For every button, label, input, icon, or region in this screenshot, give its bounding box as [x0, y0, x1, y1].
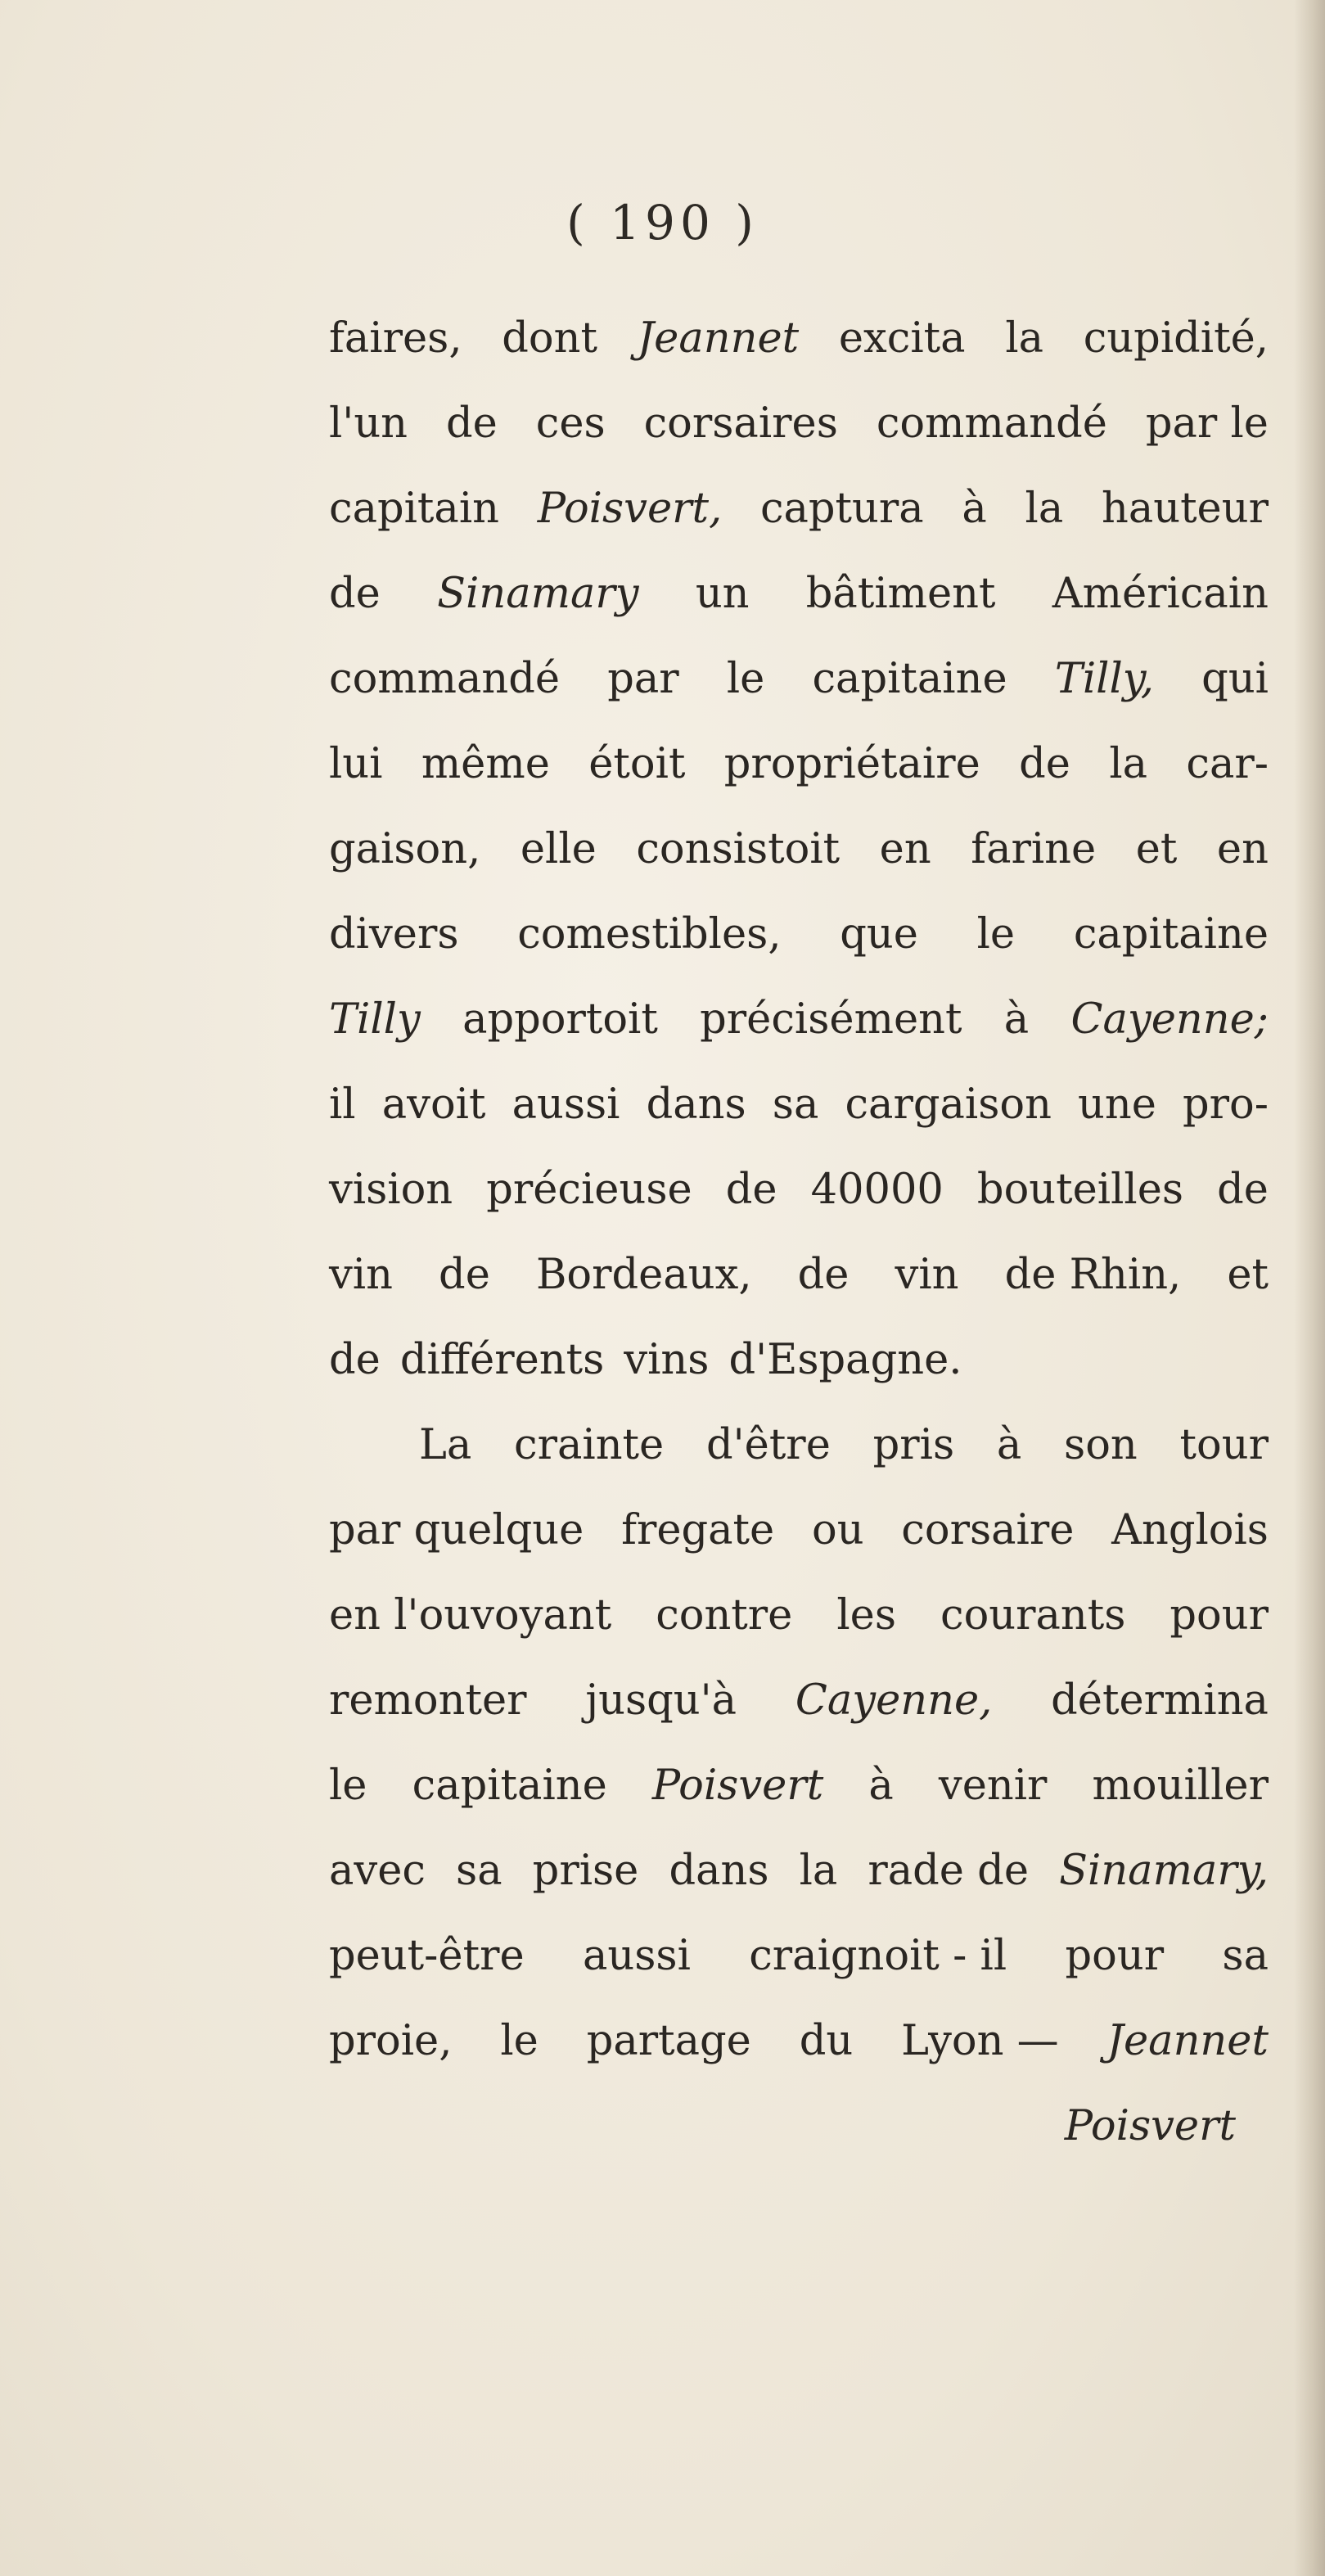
text-line	[329, 467, 1269, 552]
word: remonter	[329, 1676, 527, 1725]
word: de	[1217, 1166, 1269, 1214]
word: car-	[1186, 740, 1269, 788]
text-line	[329, 1573, 1269, 1658]
word: pris	[872, 1421, 955, 1469]
word: Poisvert	[651, 1762, 824, 1810]
word: d'Espagne.	[728, 1336, 962, 1384]
word: pour	[1065, 1932, 1165, 1980]
word: le	[500, 2017, 539, 2065]
word: du	[799, 2017, 854, 2065]
word: sa	[1222, 1932, 1269, 1980]
word: gaison,	[329, 825, 481, 873]
word: corsaire	[901, 1506, 1075, 1554]
word: prise	[532, 1847, 639, 1895]
page-edge-shadow	[1294, 0, 1325, 2576]
text-line	[329, 381, 1269, 467]
word: précisément	[700, 995, 962, 1044]
word: Poisvert,	[537, 485, 723, 533]
word: 40000	[810, 1166, 944, 1214]
word: le	[329, 1762, 367, 1810]
word: son	[1064, 1421, 1138, 1469]
text-line	[329, 1403, 1269, 1488]
word: précieuse	[486, 1166, 692, 1214]
word: Sinamary,	[1059, 1847, 1269, 1895]
word: ou	[811, 1506, 864, 1554]
word: sa	[772, 1080, 819, 1129]
word: Cayenne,	[795, 1676, 993, 1725]
word: Jeannet	[637, 314, 800, 363]
text-line	[329, 552, 1269, 637]
word: de	[725, 1166, 777, 1214]
word: tour	[1179, 1421, 1269, 1469]
word: l'un	[329, 399, 408, 448]
text-line	[329, 1233, 1269, 1318]
word: avoit	[381, 1080, 486, 1129]
word: hauteur	[1101, 485, 1269, 533]
catchword-line	[329, 2084, 1269, 2169]
paragraph-2	[329, 1403, 1269, 2084]
word: avec	[329, 1847, 426, 1895]
text-line	[329, 807, 1269, 892]
word: aussi	[582, 1932, 691, 1980]
word: vin	[329, 1251, 393, 1299]
word: de	[797, 1251, 850, 1299]
word: venir	[938, 1762, 1048, 1810]
text-line	[329, 1318, 1269, 1403]
word: Américain	[1052, 570, 1269, 618]
word: les	[836, 1591, 897, 1640]
word: aussi	[512, 1080, 620, 1129]
text-line	[329, 637, 1269, 722]
word: pour	[1170, 1591, 1269, 1640]
word: sa	[456, 1847, 503, 1895]
word: d'être	[705, 1421, 831, 1469]
word: divers	[329, 910, 459, 959]
text-line	[329, 892, 1269, 977]
word: à	[962, 485, 987, 533]
word: propriétaire	[723, 740, 980, 788]
word: la	[1109, 740, 1148, 788]
word: la	[799, 1847, 838, 1895]
word: ces	[535, 399, 606, 448]
word: Tilly	[329, 995, 421, 1044]
word: Lyon —	[901, 2017, 1059, 2065]
text-line	[329, 977, 1269, 1062]
word: Jeannet	[1106, 2017, 1269, 2065]
word: même	[421, 740, 550, 788]
word: de Rhin,	[1004, 1251, 1182, 1299]
word: une	[1078, 1080, 1156, 1129]
word: capitaine	[812, 655, 1007, 703]
word: en	[879, 825, 931, 873]
word: craignoit - il	[749, 1932, 1007, 1980]
text-line	[329, 1148, 1269, 1233]
word: fregate	[621, 1506, 775, 1554]
word: elle	[520, 825, 597, 873]
word: par le	[1145, 399, 1269, 448]
word: capitaine	[412, 1762, 607, 1810]
text-line	[329, 1488, 1269, 1573]
word: crainte	[514, 1421, 665, 1469]
word: corsaires	[643, 399, 838, 448]
word: dans	[669, 1847, 769, 1895]
word: contre	[656, 1591, 793, 1640]
text-line	[329, 1744, 1269, 1829]
word: par	[607, 655, 679, 703]
word: La	[419, 1421, 472, 1469]
text-line	[329, 1999, 1269, 2084]
word: de	[445, 399, 498, 448]
word: bâtiment	[805, 570, 996, 618]
word: bouteilles	[976, 1166, 1184, 1214]
word: Sinamary	[437, 570, 639, 618]
word: le	[726, 655, 765, 703]
text-line	[329, 1914, 1269, 1999]
word: vision	[329, 1166, 453, 1214]
word: faires,	[329, 314, 462, 363]
word: rade de	[868, 1847, 1030, 1895]
page-number: ( 190 )	[566, 195, 759, 250]
word: à	[868, 1762, 894, 1810]
word: qui	[1201, 655, 1269, 703]
word: différents	[399, 1336, 605, 1384]
word: que	[840, 910, 918, 959]
word: capitaine	[1073, 910, 1269, 959]
word: capitain	[329, 485, 499, 533]
word: il	[329, 1080, 356, 1129]
word: de	[329, 570, 381, 618]
word: peut-être	[329, 1932, 525, 1980]
word: cupidité,	[1083, 314, 1269, 363]
word: farine	[971, 825, 1097, 873]
word: de	[1019, 740, 1070, 788]
word: la	[1005, 314, 1044, 363]
word: captura	[759, 485, 924, 533]
text-line	[329, 1829, 1269, 1914]
word: pro-	[1183, 1080, 1269, 1129]
word: de	[439, 1251, 490, 1299]
word: Tilly,	[1054, 655, 1155, 703]
word: dont	[502, 314, 597, 363]
word: dans	[646, 1080, 746, 1129]
word: mouiller	[1092, 1762, 1269, 1810]
text-line	[329, 1062, 1269, 1148]
word: en	[1216, 825, 1269, 873]
catchword: Poisvert	[1064, 2102, 1236, 2150]
word: de	[329, 1336, 381, 1384]
paragraph-1	[329, 296, 1269, 1403]
word: et	[1135, 825, 1178, 873]
word: vin	[895, 1251, 959, 1299]
word: consistoit	[636, 825, 841, 873]
word: un	[695, 570, 750, 618]
word: commandé	[329, 655, 561, 703]
word: apportoit	[462, 995, 658, 1044]
word: Bordeaux,	[535, 1251, 752, 1299]
word: commandé	[876, 399, 1107, 448]
body-text	[329, 296, 1269, 2169]
word: détermina	[1051, 1676, 1269, 1725]
word: jusqu'à	[585, 1676, 737, 1725]
text-line	[329, 296, 1269, 381]
text-line	[329, 722, 1269, 807]
word: Cayenne;	[1070, 995, 1269, 1044]
word: comestibles,	[517, 910, 782, 959]
word: à	[1003, 995, 1030, 1044]
word: vins	[624, 1336, 710, 1384]
word: cargaison	[845, 1080, 1052, 1129]
word: Anglois	[1111, 1506, 1269, 1554]
word: et	[1227, 1251, 1269, 1299]
word: partage	[586, 2017, 751, 2065]
word: lui	[329, 740, 383, 788]
word: excita	[838, 314, 966, 363]
word: en l'ouvoyant	[329, 1591, 612, 1640]
word: à	[996, 1421, 1022, 1469]
word: le	[976, 910, 1016, 959]
word: courants	[940, 1591, 1126, 1640]
word: la	[1025, 485, 1064, 533]
word: proie,	[329, 2017, 453, 2065]
word: par quelque	[329, 1506, 584, 1554]
word: étoit	[588, 740, 686, 788]
text-line	[329, 1658, 1269, 1744]
